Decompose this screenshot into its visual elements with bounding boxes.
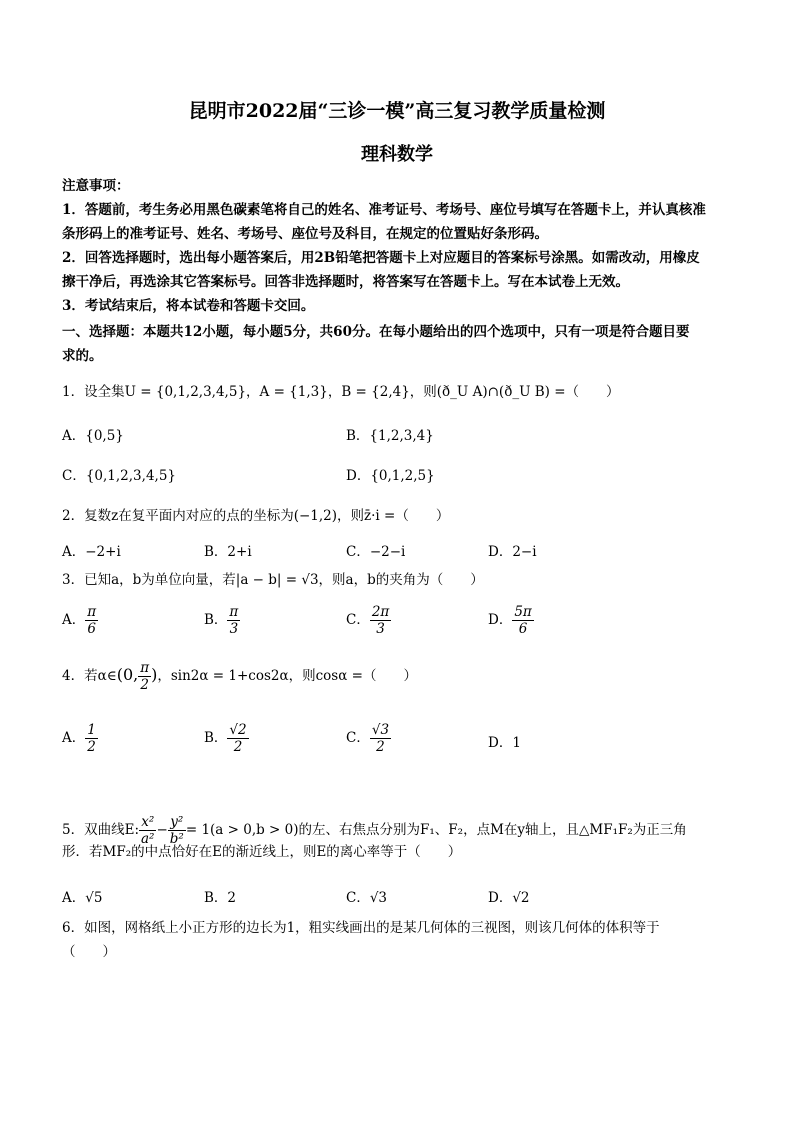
q5-option-b: B．2 bbox=[204, 890, 237, 906]
q3-b-den: 3 bbox=[229, 621, 239, 637]
exam-subject: 理科数学 bbox=[361, 144, 433, 165]
q4-interval-left: (0, bbox=[116, 665, 139, 684]
q3-stem: 3．已知a，b为单位向量，若|a − b| = √3，则a，b的夹角为（ ） bbox=[62, 572, 484, 588]
q3-option-b-label: B． bbox=[204, 612, 228, 628]
q3-option-a-label: A． bbox=[62, 612, 86, 628]
q4-option-c bbox=[346, 722, 391, 755]
q3-option-c bbox=[346, 604, 391, 637]
q4-interval-fraction bbox=[138, 660, 151, 693]
q4-b-den: 2 bbox=[233, 739, 243, 755]
section-1-line-2: 求的。 bbox=[62, 348, 103, 364]
q4-option-a-label: A． bbox=[62, 730, 86, 746]
q3-d-den: 6 bbox=[518, 621, 528, 637]
q2-option-b: B．2+i bbox=[204, 544, 252, 560]
note-2-line-1: 2．回答选择题时，选出每小题答案后，用2B铅笔把答题卡上对应题目的答案标号涂黑。如需改动，用橡皮 bbox=[62, 250, 700, 266]
q5-option-a: A．√5 bbox=[62, 890, 103, 906]
q1-option-a: A．{0,5} bbox=[62, 428, 124, 444]
q5-stem-b: = 1(a > 0,b > 0)的左、右焦点分别为F₁、F₂，点M在y轴上，且△MF₁F₂为正三角 bbox=[185, 822, 687, 838]
q3-option-a-fraction bbox=[85, 604, 98, 637]
q4-b-num: √2 bbox=[229, 722, 247, 738]
q3-a-den: 6 bbox=[87, 621, 96, 637]
q3-option-c-label: C． bbox=[346, 612, 370, 628]
q4-option-a-fraction bbox=[85, 722, 98, 755]
q1-option-b: B．{1,2,3,4} bbox=[346, 428, 434, 444]
q4-option-d: D．1 bbox=[488, 735, 521, 751]
note-2-line-2: 擦干净后，再选涂其它答案标号。回答非选择题时，将答案写在答题卡上。写在本试卷上无效。 bbox=[62, 274, 629, 290]
q6-stem-line-1: 6．如图，网格纸上小正方形的边长为1，粗实线画出的是某几何体的三视图，则该几何体的体积等于 bbox=[62, 920, 660, 936]
q2-option-d: D．2−i bbox=[488, 544, 537, 560]
q3-option-b bbox=[204, 604, 240, 637]
q4-option-c-label: C． bbox=[346, 730, 370, 746]
q3-option-b-fraction bbox=[227, 604, 240, 637]
q3-option-c-fraction bbox=[370, 604, 391, 637]
q5-x-num: x² bbox=[139, 814, 156, 831]
note-1-line-1: 1．答题前，考生务必用黑色碳素笔将自己的姓名、准考证号、考场号、座位号填写在答题卡上，并认真核准 bbox=[62, 202, 706, 218]
q3-b-num: π bbox=[229, 604, 239, 620]
q5-option-c: C．√3 bbox=[346, 890, 388, 906]
q3-option-d-label: D． bbox=[488, 612, 513, 628]
q1-option-d: D．{0,1,2,5} bbox=[346, 468, 435, 484]
q3-c-num: 2π bbox=[371, 604, 390, 620]
q3-option-d-fraction bbox=[512, 604, 533, 637]
q4-c-den: 2 bbox=[376, 739, 385, 755]
q3-a-num: π bbox=[87, 604, 97, 620]
q4-option-b-label: B． bbox=[204, 730, 228, 746]
q4-interval-right: ) bbox=[151, 665, 158, 684]
q4-stem-b: ，sin2α = 1+cos2α，则cosα =（ ） bbox=[157, 668, 417, 684]
q3-d-num: 5π bbox=[514, 604, 532, 620]
q4-option-c-fraction bbox=[370, 722, 391, 755]
note-3: 3．考试结束后，将本试卷和答题卡交回。 bbox=[62, 298, 315, 314]
q5-stem-a: 5．双曲线E: bbox=[62, 822, 139, 838]
q4-interval-num: π bbox=[140, 660, 150, 676]
q6-stem-line-2: （ ） bbox=[62, 944, 116, 960]
q3-option-d bbox=[488, 604, 534, 637]
q4-option-a bbox=[62, 722, 98, 755]
q2-stem: 2．复数z在复平面内对应的点的坐标为(−1,2)，则z̄·i =（ ） bbox=[62, 508, 450, 524]
q4-option-b-fraction bbox=[227, 722, 248, 755]
q1-stem: 1．设全集U = {0,1,2,3,4,5}，A = {1,3}，B = {2,4}，则(ð_U A)∩(ð_U B) =（ ） bbox=[62, 384, 620, 400]
q1-option-c: C．{0,1,2,3,4,5} bbox=[62, 468, 176, 484]
q4-stem bbox=[62, 658, 734, 693]
note-1-line-2: 条形码上的准考证号、姓名、考场号、座位号及科目，在规定的位置贴好条形码。 bbox=[62, 226, 548, 242]
notes-heading: 注意事项： bbox=[62, 178, 130, 194]
q4-a-num: 1 bbox=[87, 722, 96, 738]
q5-y-num: y² bbox=[168, 814, 186, 831]
q4-a-den: 2 bbox=[87, 739, 96, 755]
q2-option-c: C．−2−i bbox=[346, 544, 406, 560]
q4-option-b bbox=[204, 722, 249, 755]
q5-y-den: b² bbox=[169, 831, 184, 847]
q5-x-den: a² bbox=[141, 831, 155, 847]
q4-stem-a: 4．若α∈ bbox=[62, 668, 117, 684]
exam-title: 昆明市2022届“三诊一模”高三复习教学质量检测 bbox=[188, 100, 606, 122]
q4-c-num: √3 bbox=[371, 722, 390, 738]
q3-c-den: 3 bbox=[376, 621, 385, 637]
section-1-line-1: 一、选择题：本题共12小题，每小题5分，共60分。在每小题给出的四个选项中，只有一项是符合题目要 bbox=[62, 324, 690, 340]
q5-option-d: D．√2 bbox=[488, 890, 530, 906]
q5-stem-line-2: 形．若MF₂的中点恰好在E的渐近线上，则E的离心率等于（ ） bbox=[62, 844, 462, 860]
q5-minus: − bbox=[156, 822, 168, 838]
q4-interval-den: 2 bbox=[140, 677, 149, 693]
q2-option-a: A．−2+i bbox=[62, 544, 121, 560]
q3-option-a bbox=[62, 604, 98, 637]
